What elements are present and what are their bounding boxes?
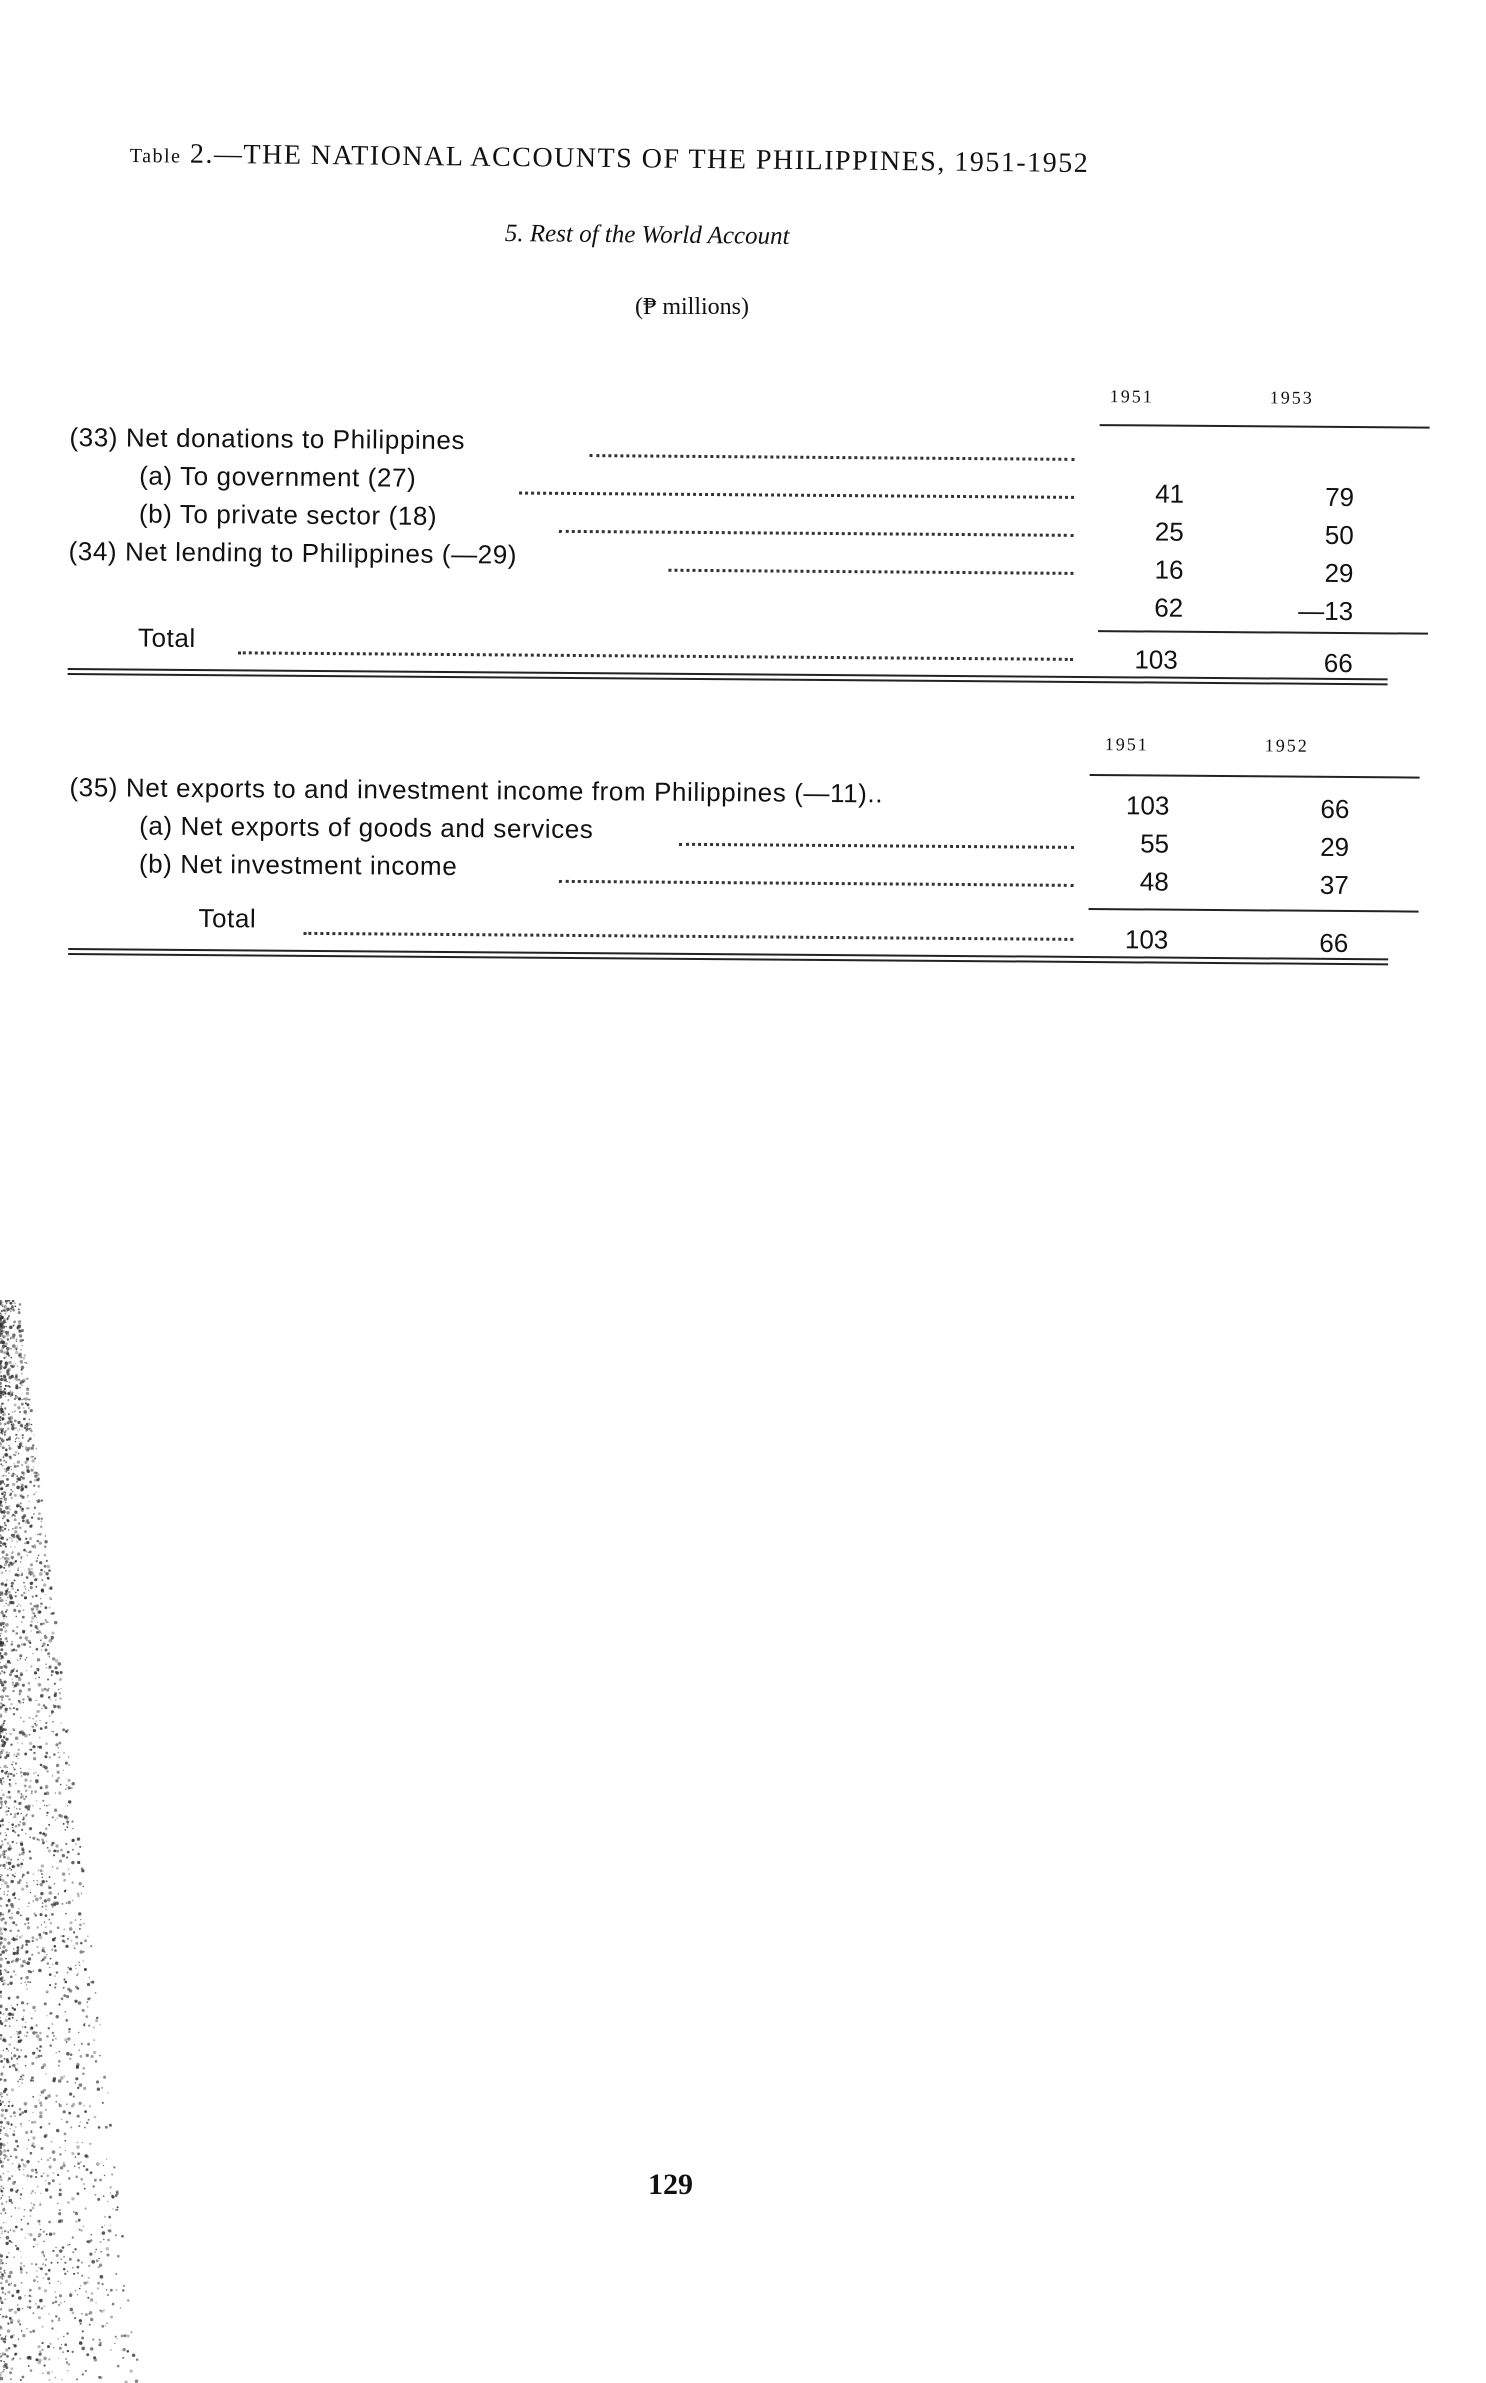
total-label: Total [198, 903, 257, 934]
dot-leader [519, 492, 1074, 499]
row-label: (35) Net exports to and investment income from Philippines (—11).. [69, 771, 884, 809]
col-header-2: 1953 [1269, 387, 1314, 408]
dot-leader [238, 651, 1073, 661]
col-header-2: 1952 [1264, 735, 1309, 756]
row-label: (34) Net lending to Philippines (—29) [68, 535, 518, 570]
value-1951: 55 [1140, 828, 1170, 859]
units-label: (₱ millions) [635, 294, 750, 320]
value-1951: 48 [1139, 866, 1169, 897]
scan-speckle [0, 1300, 160, 2383]
value-1951: 41 [1155, 478, 1185, 509]
value-1952: 66 [1320, 793, 1350, 825]
row-label: (33) Net donations to Philippines [69, 421, 466, 456]
col-header-1: 1951 [1109, 386, 1154, 407]
total-1951: 103 [1124, 924, 1169, 955]
value-1951: 16 [1154, 554, 1184, 585]
value-1951: 62 [1154, 592, 1184, 623]
dot-leader [559, 530, 1074, 537]
value-second-year: 29 [1324, 557, 1354, 589]
col-header-1: 1951 [1104, 734, 1149, 755]
value-1952: 29 [1320, 831, 1350, 863]
table-subtitle: 5. Rest of the World Account [504, 220, 790, 250]
table-title-text: 2.—THE NATIONAL ACCOUNTS OF THE PHILIPPINES, 1951-1952 [189, 138, 1090, 180]
total-row [68, 622, 1388, 679]
section-exports-investment [69, 722, 1390, 959]
value-1951: 103 [1125, 790, 1170, 821]
total-1952: 66 [1319, 927, 1349, 959]
value-second-year: 79 [1325, 481, 1355, 513]
value-1952: 37 [1319, 869, 1349, 901]
total-label: Total [137, 622, 196, 653]
row-label: (b) Net investment income [138, 848, 458, 882]
header-rule [1090, 774, 1420, 779]
header-rule [1100, 424, 1430, 429]
value-second-year: —13 [1298, 595, 1354, 627]
total-second-year: 66 [1323, 647, 1353, 679]
total-1951: 103 [1134, 644, 1178, 675]
value-1951: 25 [1154, 516, 1184, 547]
page-number: 129 [648, 2168, 693, 2201]
table-label: Table [129, 144, 182, 168]
row-label: (a) Net exports of goods and services [139, 810, 594, 845]
row-label: (b) To private sector (18) [138, 498, 438, 531]
dot-leader [679, 843, 1074, 849]
dot-leader [303, 932, 1073, 941]
value-second-year: 50 [1324, 519, 1354, 551]
dot-leader [589, 454, 1074, 461]
dot-leader [668, 569, 1073, 575]
table-title [130, 138, 1090, 180]
dot-leader [559, 880, 1074, 887]
row-label: (a) To government (27) [139, 460, 417, 493]
section-donations-lending [68, 372, 1390, 679]
